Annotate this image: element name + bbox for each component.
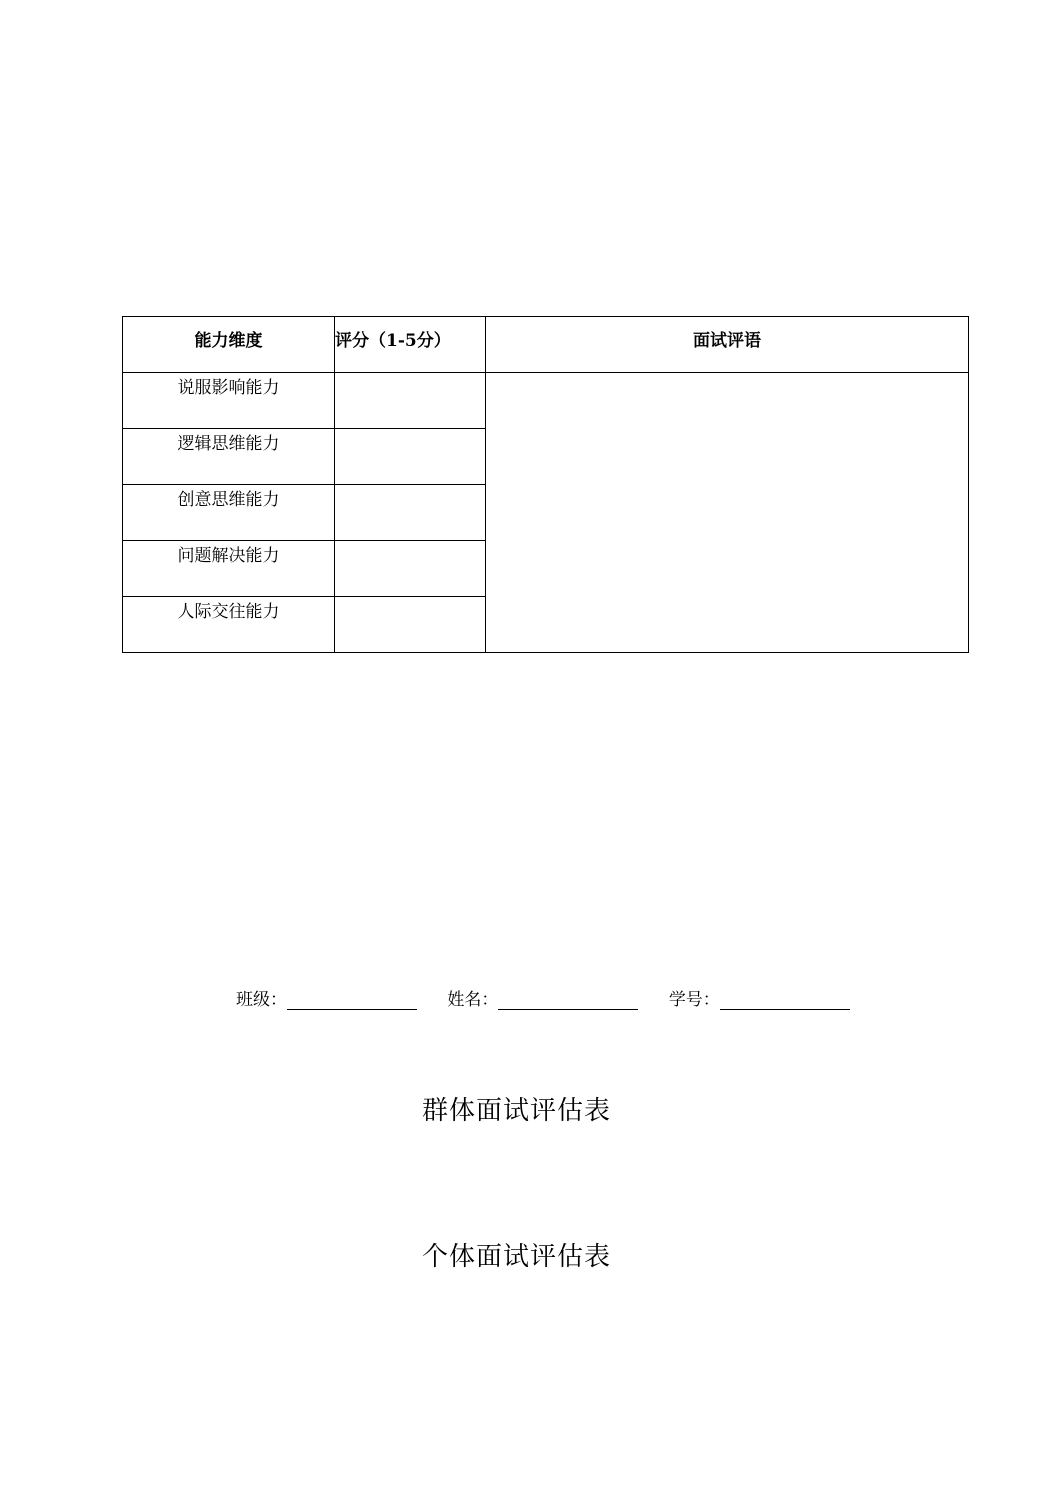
dimension-cell: 逻辑思维能力 bbox=[123, 429, 335, 485]
score-cell[interactable] bbox=[335, 429, 486, 485]
name-label: 姓名： bbox=[447, 990, 499, 1010]
table-row bbox=[123, 373, 969, 429]
table-header-row bbox=[123, 317, 969, 373]
group-interview-title: 群体面试评估表 bbox=[421, 1096, 611, 1126]
header-comment: 面试评语 bbox=[486, 317, 969, 373]
id-field-group bbox=[669, 985, 850, 1010]
dimension-cell: 说服影响能力 bbox=[123, 373, 335, 429]
class-blank[interactable] bbox=[287, 991, 417, 1010]
name-field-group bbox=[447, 985, 638, 1010]
header-dimension: 能力维度 bbox=[123, 317, 335, 373]
student-id-blank[interactable] bbox=[720, 991, 850, 1010]
individual-interview-title: 个体面试评估表 bbox=[421, 1242, 611, 1272]
dimension-cell: 人际交往能力 bbox=[123, 597, 335, 653]
name-blank[interactable] bbox=[498, 991, 638, 1010]
score-cell[interactable] bbox=[335, 541, 486, 597]
class-label: 班级： bbox=[236, 990, 287, 1010]
evaluation-table bbox=[122, 316, 969, 653]
student-id-label: 学号： bbox=[668, 990, 720, 1010]
score-cell[interactable] bbox=[335, 597, 486, 653]
student-info-line bbox=[236, 985, 875, 1010]
comment-cell[interactable] bbox=[486, 373, 969, 653]
score-cell[interactable] bbox=[335, 485, 486, 541]
dimension-cell: 创意思维能力 bbox=[123, 485, 335, 541]
score-cell[interactable] bbox=[335, 373, 486, 429]
dimension-cell: 问题解决能力 bbox=[123, 541, 335, 597]
class-field-group bbox=[236, 985, 417, 1010]
header-score: 评分（1-5分） bbox=[335, 317, 486, 373]
